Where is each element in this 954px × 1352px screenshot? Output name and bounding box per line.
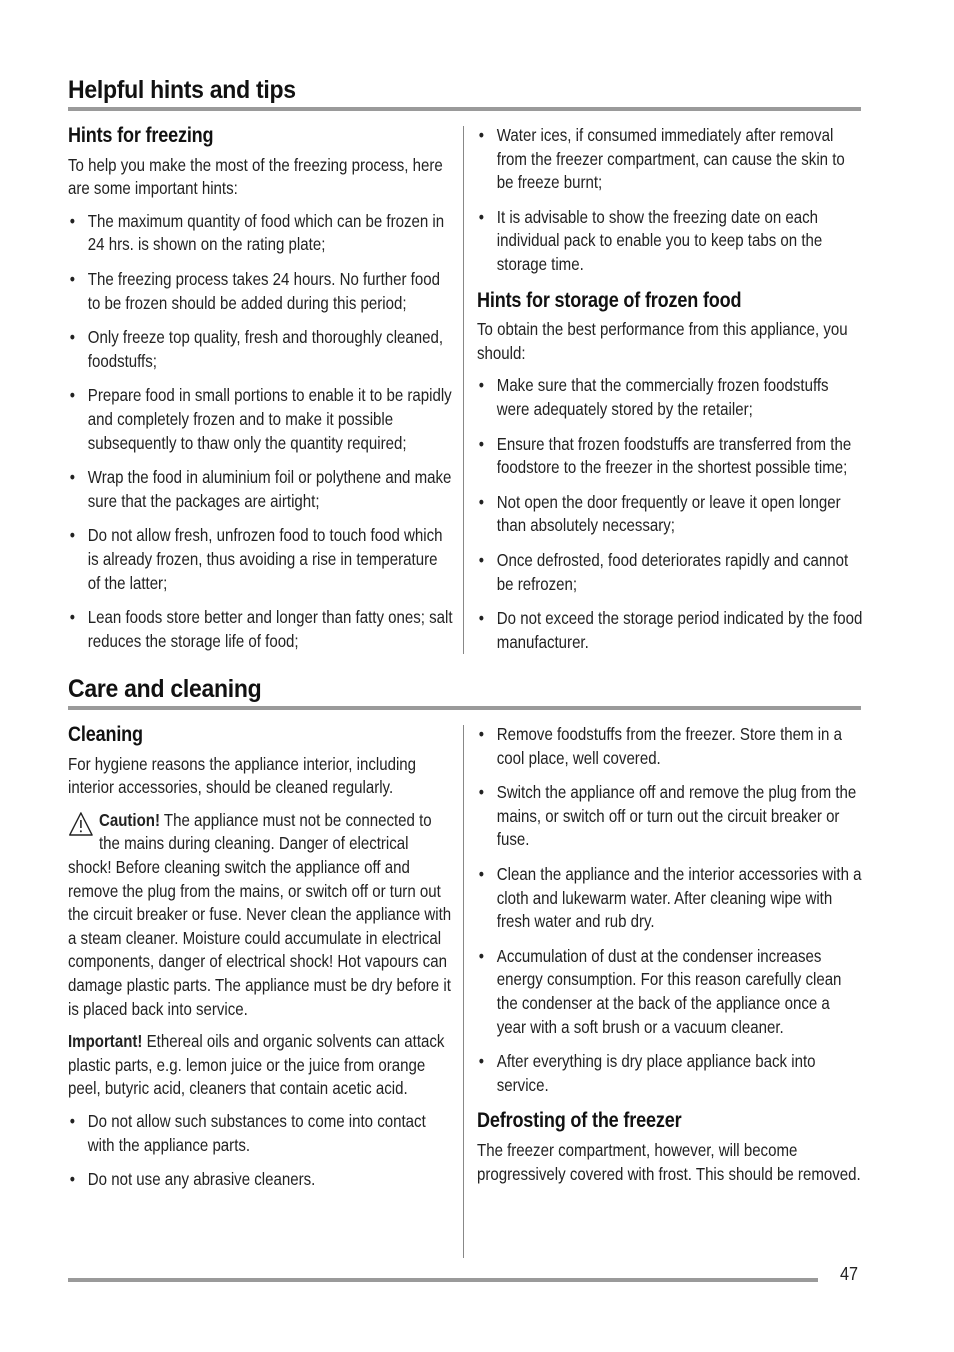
list-item: • Make sure that the commercially frozen foodstuffs were adequately stored by the retailer; [477,374,863,421]
important-paragraph [68,1030,454,1101]
warning-triangle-icon [68,811,94,837]
list-item: • Prepare food in small portions to enable it to be rapidly and completely frozen and to make it possible subsequently to thaw only the quantity required; [68,384,454,455]
section-title-care: Care and cleaning [68,675,262,703]
column-divider [463,126,464,654]
storage-intro: To obtain the best performance from this appliance, you should: [477,319,848,363]
defrosting-text: The freezer compartment, however, will become progressively covered with frost. This should be removed. [477,1139,861,1184]
heading-cleaning: Cleaning [68,723,143,746]
column-divider [463,725,464,1258]
heading-defrosting: Defrosting of the freezer [477,1109,682,1133]
cleaning-intro: For hygiene reasons the appliance interior, including interior accessories, should be cleaned regularly. [68,753,417,798]
important-label: Important! [68,1031,143,1052]
caution-text: The appliance must not be connected to the mains during cleaning. Danger of electrical shock! Before cleaning switch the appliance off and remove the plug from the mains, or switch off or turn out the circuit breaker or fuse. Never clean the appliance with a steam cleaner. Moisture could accumulate in electrical components, danger of electrical shock! Hot vapours can damage plastic parts. The appliance must be dry before it is placed back into service. [68,809,452,1019]
list-item: • Lean foods store better and longer than fatty ones; salt reduces the storage life of food; [68,606,454,653]
care-right-column [477,723,863,1195]
freezing-cont-list [477,124,863,277]
list-item: • Clean the appliance and the interior accessories with a cloth and lukewarm water. After cleaning wipe with fresh water and rub dry. [477,863,863,934]
heading-storage: Hints for storage of frozen food [477,288,742,312]
list-item: • It is advisable to show the freezing date on each individual pack to enable you to keep tabs on the storage time. [477,206,863,277]
heading-hints-freezing: Hints for freezing [68,124,214,147]
caution-paragraph [68,809,454,1021]
list-item: • Once defrosted, food deteriorates rapidly and cannot be refrozen; [477,549,863,596]
list-item: • Only freeze top quality, fresh and thoroughly cleaned, foodstuffs; [68,326,454,373]
section-rule [68,706,861,710]
important-text: Ethereal oils and organic solvents can attack plastic parts, e.g. lemon juice or the juice from orange peel, butyric acid, cleaners that contain acetic acid. [68,1031,445,1099]
list-item: • Remove foodstuffs from the freezer. Store them in a cool place, well covered. [477,723,863,770]
list-item: • The maximum quantity of food which can be frozen in 24 hrs. is shown on the rating plate; [68,210,454,257]
list-item: • Do not allow such substances to come into contact with the appliance parts. [68,1110,454,1157]
list-item: • Do not exceed the storage period indicated by the food manufacturer. [477,607,863,654]
hints-left-column [68,124,454,665]
list-item: • Do not allow fresh, unfrozen food to touch food which is already frozen, thus avoiding a rise in temperature of the latter; [68,524,454,595]
list-item: • Accumulation of dust at the condenser increases energy consumption. For this reason carefully clean the condenser at the back of the appliance once a year with a soft brush or a vacuum cleaner. [477,945,863,1039]
footer-rule [68,1278,818,1282]
list-item: • Switch the appliance off and remove the plug from the mains, or switch off or turn out the circuit breaker or fuse. [477,781,863,852]
storage-list [477,374,863,654]
list-item: • Wrap the food in aluminium foil or polythene and make sure that the packages are airtight; [68,466,454,513]
section-title-hints: Helpful hints and tips [68,76,296,104]
cleaning-cont-list [477,723,863,1097]
page-number: 47 [840,1264,859,1284]
care-left-column [68,723,454,1204]
list-item: • After everything is dry place appliance back into service. [477,1050,863,1097]
caution-label: Caution! [98,809,160,830]
hints-right-column [477,124,863,666]
section-rule [68,107,861,111]
cleaning-list [68,1110,454,1192]
list-item: • Not open the door frequently or leave it open longer than absolutely necessary; [477,491,863,538]
list-item: • Do not use any abrasive cleaners. [68,1168,454,1192]
freezing-list [68,210,454,654]
list-item: • The freezing process takes 24 hours. No further food to be frozen should be added during this period; [68,268,454,315]
list-item: • Water ices, if consumed immediately after removal from the freezer compartment, can cause the skin to be freeze burnt; [477,124,863,195]
list-item: • Ensure that frozen foodstuffs are transferred from the foodstore to the freezer in the shortest possible time; [477,433,863,480]
freezing-intro: To help you make the most of the freezing process, here are some important hints: [68,154,443,199]
